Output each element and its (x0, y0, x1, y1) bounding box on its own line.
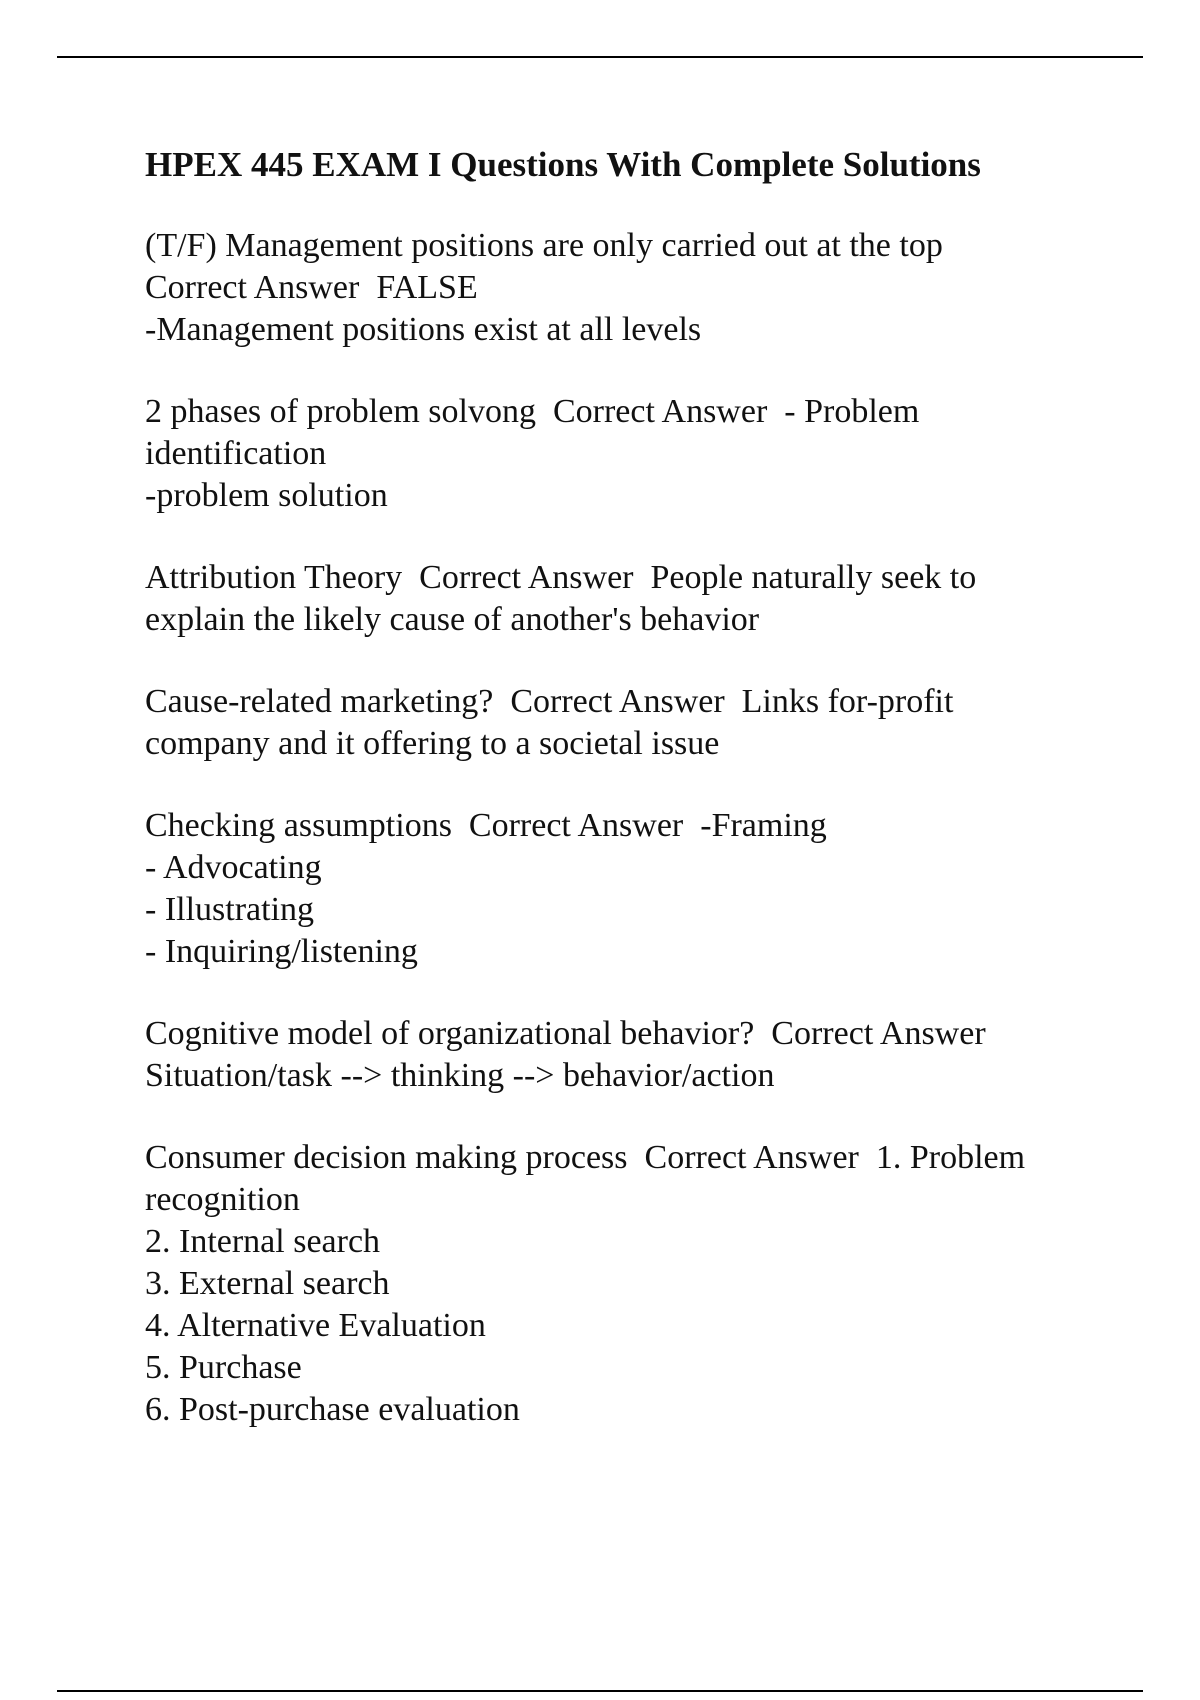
qa-line: -Management positions exist at all levels (145, 311, 702, 348)
header-rule (57, 56, 1143, 58)
qa-line: -problem solution (145, 477, 388, 514)
document-title: HPEX 445 EXAM I Questions With Complete Solutions (145, 145, 981, 184)
qa-entry-problem-solving (145, 391, 1145, 517)
qa-line: Consumer decision making process Correct Answer 1. Problem (145, 1139, 1026, 1176)
qa-line: Checking assumptions Correct Answer -Framing (145, 807, 827, 844)
qa-line: 3. External search (145, 1265, 390, 1302)
qa-line: Situation/task --> thinking --> behavior/action (145, 1057, 775, 1094)
qa-line: identification (145, 435, 327, 472)
qa-entry-attribution-theory (145, 557, 1145, 641)
qa-line: 4. Alternative Evaluation (145, 1307, 486, 1344)
footer-rule (57, 1690, 1143, 1692)
qa-line: Cause-related marketing? Correct Answer Links for-profit (145, 683, 954, 720)
qa-line: 5. Purchase (145, 1349, 302, 1386)
qa-entry-cognitive-model (145, 1013, 1145, 1097)
qa-line: - Inquiring/listening (145, 933, 418, 970)
qa-entry-cause-related-marketing (145, 681, 1145, 765)
qa-entry-checking-assumptions (145, 805, 1145, 973)
qa-line: company and it offering to a societal issue (145, 725, 720, 762)
qa-entry-management-positions (145, 225, 1145, 351)
qa-line: 2. Internal search (145, 1223, 381, 1260)
qa-line: (T/F) Management positions are only carried out at the top (145, 227, 943, 264)
qa-entry-consumer-decision-process (145, 1137, 1145, 1431)
qa-line: Correct Answer FALSE (145, 269, 478, 306)
qa-line: 6. Post-purchase evaluation (145, 1391, 520, 1428)
qa-line: - Advocating (145, 849, 322, 886)
qa-line: Cognitive model of organizational behavior? Correct Answer (145, 1015, 986, 1052)
qa-line: Attribution Theory Correct Answer People naturally seek to (145, 559, 977, 596)
qa-line: recognition (145, 1181, 300, 1218)
qa-line: explain the likely cause of another's behavior (145, 601, 760, 638)
qa-line: 2 phases of problem solvong Correct Answer - Problem (145, 393, 920, 430)
document-body (145, 143, 1145, 1471)
qa-line: - Illustrating (145, 891, 315, 928)
